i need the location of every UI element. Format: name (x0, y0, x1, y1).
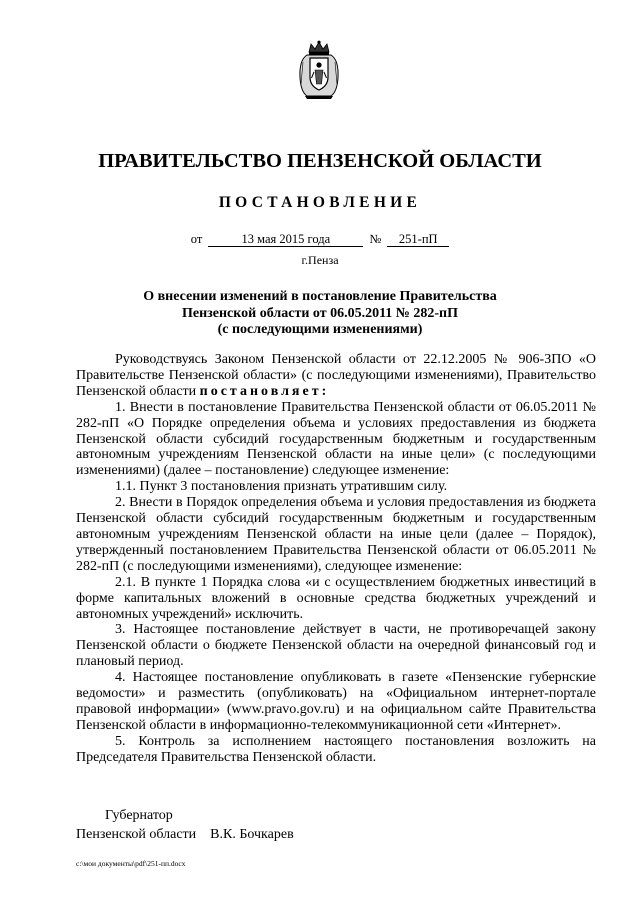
paragraph-3: 3. Настоящее постановление действует в части, не противоречащей закону Пензенской области о бюджете Пензенской области на очередной финансовый год и плановый период. (76, 622, 596, 670)
organization-name: ПРАВИТЕЛЬСТВО ПЕНЗЕНСКОЙ ОБЛАСТИ (98, 150, 542, 172)
title-line-3: (с последующими изменениями) (217, 322, 423, 337)
paragraph-5: 5. Контроль за исполнением настоящего постановления возложить на Председателя Правительства Пензенской области. (76, 733, 596, 765)
preamble-text: Руководствуясь Законом Пензенской области от 22.12.2005 № 906-ЗПО «О Правительстве Пензенской области» (с последующими изменениями), Правительство Пензенской области (76, 352, 596, 399)
date-number-line (0, 232, 640, 247)
paragraph-2-1: 2.1. В пункте 1 Порядка слова «и с осуществлением бюджетных инвестиций в форме капитальных вложений в основные средства бюджетных учреждений и автономных учреждений» исключить. (76, 574, 596, 622)
document-number: 251-пП (387, 233, 449, 247)
preamble-paragraph (76, 352, 596, 400)
paragraph-4: 4. Настоящее постановление опубликовать в газете «Пензенские губернские ведомости» и разместить (опубликовать) на «Официальном интернет-портале правовой информации» (www.pravo.gov.ru) и на официальном сайте Правительства Пензенской области в информационно-телекоммуникационной сети «Интернет». (76, 670, 596, 733)
date-prefix: от (190, 232, 203, 246)
decree-word: постановляет: (199, 383, 330, 399)
number-prefix: № (369, 232, 382, 246)
file-path-footer: c:\мои документы\pdf\251-пп.docx (76, 859, 186, 868)
signatory-name: В.К. Бочкарев (210, 827, 294, 842)
coat-of-arms-icon (295, 40, 343, 100)
signatory-position-line-1: Губернатор (105, 808, 173, 823)
city: г.Пенза (301, 253, 339, 267)
paragraph-1: 1. Внести в постановление Правительства Пензенской области от 06.05.2011 № 282-пП «О Порядке определения объема и условиях предоставления из бюджета Пензенской области субсидий государственным бюджетным и государственным автономным учреждениям Пензенской области на иные цели» (с последующими изменениями) (далее – постановление) следующее изменение: (76, 399, 596, 479)
title-line-2: Пензенской области от 06.05.2011 № 282-пП (181, 305, 458, 321)
document-title (0, 289, 640, 339)
document-body (76, 352, 596, 766)
title-line-1: О внесении изменений в постановление Правительства (143, 289, 497, 304)
paragraph-2: 2. Внести в Порядок определения объема и условия предоставления из бюджета Пензенской области субсидий государственным бюджетным и государственным автономным учреждениям Пензенской области на иные цели (далее – Порядок), утвержденный постановлением Правительства Пензенской области от 06.05.2011 № 282-пП (с последующими изменениями), следующее изменение: (76, 495, 596, 574)
paragraph-1-1: 1.1. Пункт 3 постановления признать утратившим силу. (115, 479, 448, 495)
document-type: ПОСТАНОВЛЕНИЕ (218, 194, 422, 211)
signatory-line-2 (76, 825, 294, 844)
signature-block (76, 806, 294, 844)
document-date: 13 мая 2015 года (208, 233, 363, 247)
signatory-position-line-2: Пензенской области (76, 827, 197, 842)
